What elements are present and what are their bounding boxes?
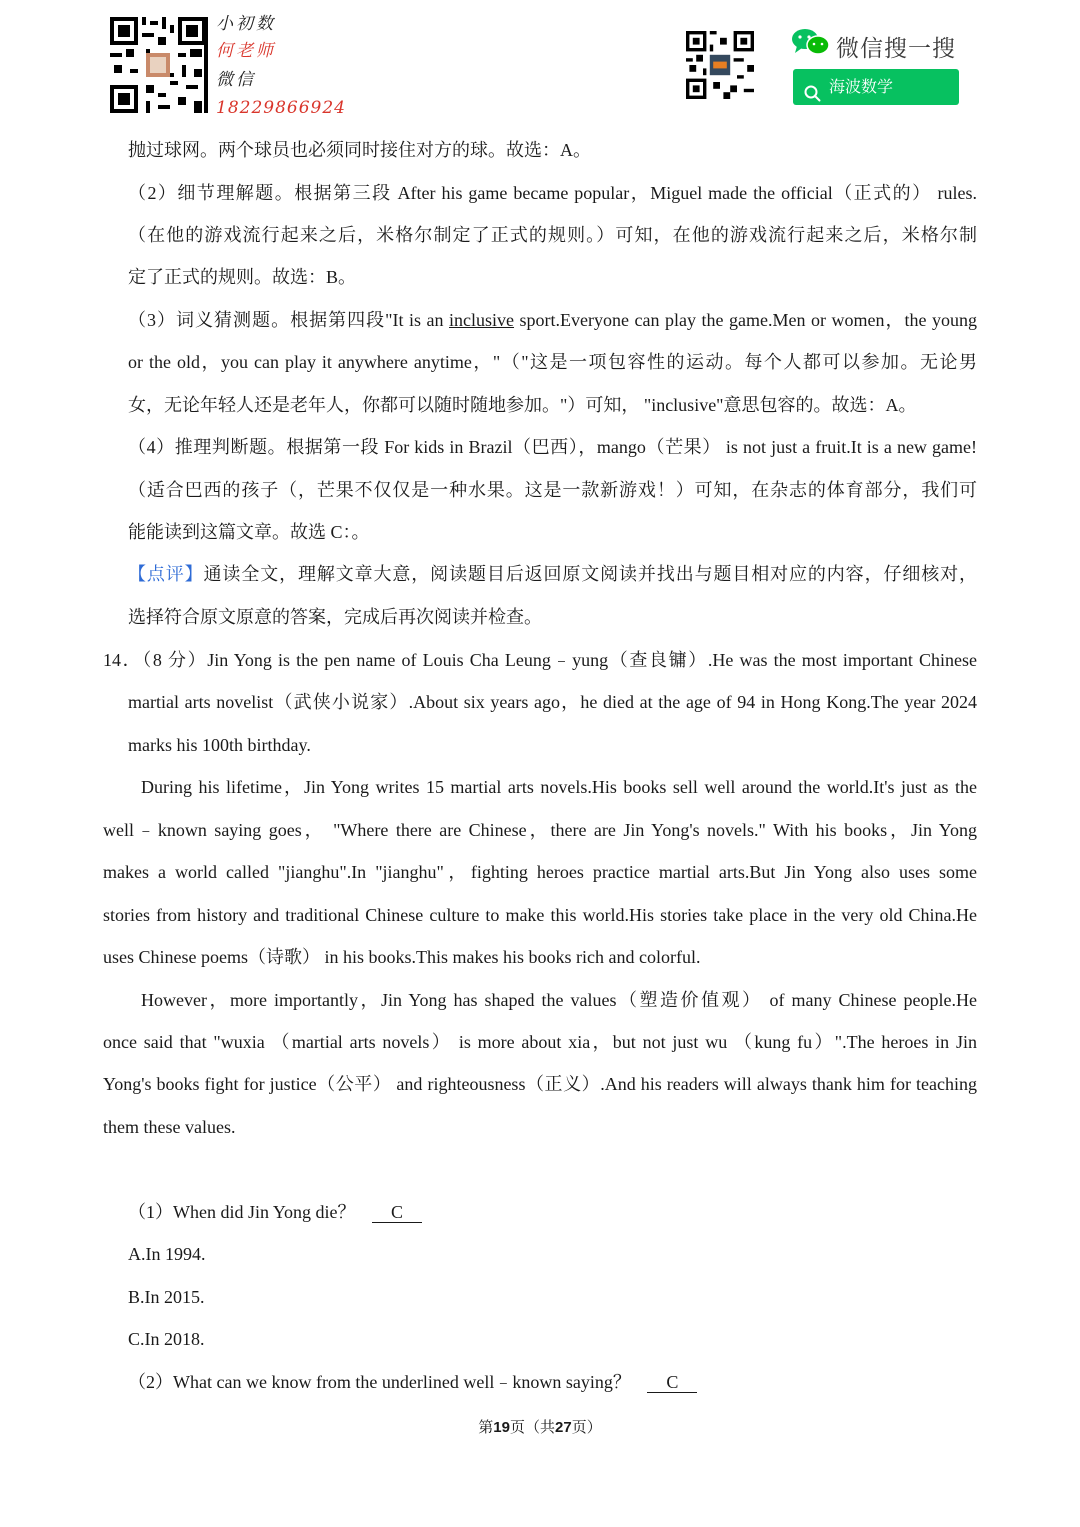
explanation-line [128,308,977,332]
footer-text: 页（共 [509,1420,555,1436]
page-number: 19 [493,1419,510,1436]
option-item: B.In 2015. [128,1287,205,1307]
handwritten-label-1: 小初数 [216,14,276,34]
qr-side-bar [204,17,208,113]
qr-code-icon [110,17,206,113]
passage-line: uses Chinese poems（诗歌） in his books.This makes his books rich and colorful. [103,947,701,967]
explanation-line: （在他的游戏流行起来之后，米格尔制定了正式的规则。）可知，在他的游戏流行起来之后，米格尔制 [128,225,977,245]
explanation-line: 女，无论年轻人还是老年人，你都可以随时随地参加。"）可知， "inclusive"意思包容的。故选：A。 [128,395,917,415]
passage-line: Yong's books fight for justice（公平） and righteousness（正义）.And his readers will always thank him for teaching [103,1074,977,1094]
search-icon [804,79,821,115]
passage-line: stories from history and traditional Chinese culture to make this world.His stories take place in the very old China.He [103,905,977,925]
comment-tag: 【点评】 [128,564,204,584]
explanation-line: （2）细节理解题。根据第三段 After his game became popular，Miguel made the official（正式的） rules. [128,183,977,203]
option-item: C.In 2018. [128,1329,205,1349]
question-header-line: 14．（8 分）Jin Yong is the pen name of Louis Cha Leung﹣yung（查良镛）.He was the most important Chinese [103,650,977,670]
passage-line: makes a world called "jianghu".In "jianghu"，fighting heroes practice martial arts.But Jin Yong also uses some [103,862,977,882]
text-span: sport.Everyone can play the game.Men or women，the young [514,310,977,330]
qr-code-contact [110,17,206,113]
passage-line: During his lifetime，Jin Yong writes 15 martial arts novels.His books sell well around the world.It's just as the [141,777,977,797]
question-stem [128,1200,422,1224]
qr-code-icon [686,31,754,99]
question-stem [128,1370,697,1394]
handwritten-phone: 18229866924 [216,98,346,118]
wechat-logo [791,27,831,62]
passage-line: well﹣known saying goes， "Where there are Chinese，there are Jin Yong's novels." With his books，Jin Yong [103,820,977,840]
handwritten-label-3: 微信 [216,70,256,90]
qr-code-mini [686,31,754,99]
text-span: 通读全文，理解文章大意，阅读题目后返回原文阅读并找出与题目相对应的内容，仔细核对， [203,564,977,584]
passage-line: them these values. [103,1117,236,1137]
explanation-line: or the old，you can play it anywhere anytime，"（"这是一项包容性的运动。每个人都可以参加。无论男 [128,352,977,372]
explanation-line: （4）推理判断题。根据第一段 For kids in Brazil（巴西），mango（芒果） is not just a fruit.It is a new game! [128,437,977,457]
option-item: A.In 1994. [128,1244,206,1264]
passage-line: martial arts novelist（武侠小说家）.About six years ago，he died at the age of 94 in Hong Kong.The year 2024 [128,692,977,712]
passage-line: once said that "wuxia （martial arts novels） is more about xia，but not just wu （kung fu）".The heroes in Jin [103,1032,977,1052]
footer-text: 页） [571,1420,602,1436]
answer-blank: C [647,1372,697,1393]
text-span: （3）词义猜测题。根据第四段"It is an [128,310,450,330]
underlined-word: inclusive [449,310,515,330]
passage-line: marks his 100th birthday. [128,735,311,755]
explanation-line: （适合巴西的孩子（，芒果不仅仅是一种水果。这是一款新游戏！）可知，在杂志的体育部分，我们可 [128,480,977,500]
explanation-line: 能能读到这篇文章。故选 C：。 [128,522,370,542]
question-text: （2）What can we know from the underlined well﹣known saying？ [128,1372,631,1392]
page-total: 27 [555,1419,572,1436]
wechat-icon [791,27,831,57]
wechat-search-button-label: 海波数学 [829,77,894,96]
footer-text: 第 [478,1420,494,1436]
page-header [0,0,1080,125]
page-footer [0,1416,1080,1437]
answer-blank: C [372,1202,422,1223]
handwritten-label-2: 何老师 [216,41,276,61]
passage-line: However，more importantly，Jin Yong has shaped the values（塑造价值观） of many Chinese people.He [141,990,977,1010]
wechat-search-title: 微信搜一搜 [836,36,956,62]
explanation-line: 抛过球网。两个球员也必须同时接住对方的球。故选：A。 [128,140,591,160]
comment-line: 选择符合原文原意的答案，完成后再次阅读并检查。 [128,607,542,627]
explanation-line: 定了正式的规则。故选：B。 [128,267,357,287]
question-text: （1）When did Jin Yong die？ [128,1202,356,1222]
wechat-search-button[interactable] [793,69,959,105]
comment-line [128,562,977,586]
